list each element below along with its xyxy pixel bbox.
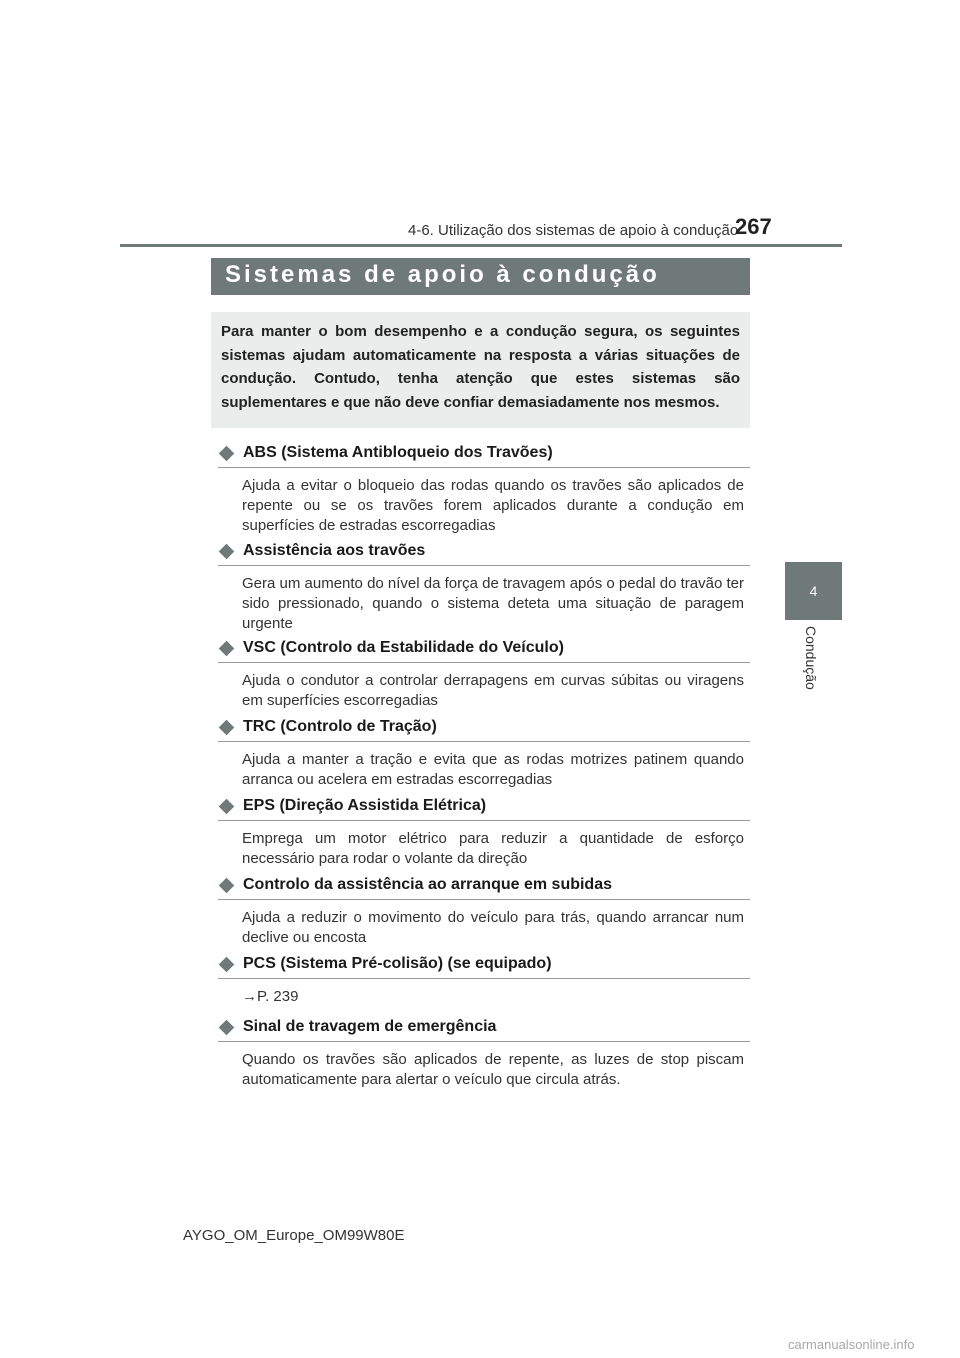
section-eps bbox=[218, 795, 750, 869]
section-body-page-reference: →P. 239 bbox=[242, 988, 299, 1005]
intro-text: Para manter o bom desempenho e a condução segura, os seguintes sistemas ajudam automaticamente na resposta a várias situações de condução. Contudo, tenha atenção que estes sistemas são suplementares e que não deve confiar demasiadamente nos mesmos. bbox=[221, 323, 740, 411]
page-title: Sistemas de apoio à condução bbox=[225, 261, 660, 288]
section-heading bbox=[218, 540, 750, 562]
section-heading bbox=[218, 442, 750, 464]
section-body: Ajuda a reduzir o movimento do veículo para trás, quando arrancar num declive ou encosta bbox=[242, 909, 744, 946]
section-pcs bbox=[218, 953, 750, 1007]
section-body: Gera um aumento do nível da força de travagem após o pedal do travão ter sido pressionado, quando o sistema deteta uma situação de paragem urgente bbox=[242, 575, 744, 632]
diamond-bullet-icon bbox=[219, 798, 235, 814]
section-vsc bbox=[218, 637, 750, 711]
diamond-bullet-icon bbox=[219, 956, 235, 972]
section-heading-text: Sinal de travagem de emergência bbox=[243, 1018, 497, 1035]
chapter-tab bbox=[785, 562, 842, 620]
section-heading-text: EPS (Direção Assistida Elétrica) bbox=[243, 797, 487, 814]
watermark: carmanualsonline.info bbox=[788, 1337, 915, 1352]
section-heading-text: VSC (Controlo da Estabilidade do Veículo) bbox=[243, 639, 564, 656]
section-heading bbox=[218, 637, 750, 659]
section-heading bbox=[218, 795, 750, 817]
diamond-bullet-icon bbox=[219, 445, 235, 461]
section-heading-text: Controlo da assistência ao arranque em subidas bbox=[243, 876, 612, 893]
chapter-label: Condução bbox=[803, 626, 819, 690]
title-bar bbox=[211, 258, 750, 295]
diamond-bullet-icon bbox=[219, 640, 235, 656]
section-body: Ajuda a manter a tração e evita que as rodas motrizes patinem quando arranca ou acelera em estradas escorregadias bbox=[242, 751, 744, 788]
section-body: Emprega um motor elétrico para reduzir a quantidade de esforço necessário para rodar o volante da direção bbox=[242, 830, 744, 867]
section-rule bbox=[218, 467, 750, 468]
header-section-title: 4-6. Utilização dos sistemas de apoio à condução bbox=[408, 222, 739, 239]
section-trc bbox=[218, 716, 750, 790]
section-rule bbox=[218, 1041, 750, 1042]
section-heading bbox=[218, 953, 750, 975]
diamond-bullet-icon bbox=[219, 877, 235, 893]
section-brake-assist bbox=[218, 540, 750, 634]
section-heading bbox=[218, 716, 750, 738]
section-abs bbox=[218, 442, 750, 536]
section-heading-text: PCS (Sistema Pré-colisão) (se equipado) bbox=[243, 955, 552, 972]
page-number: 267 bbox=[735, 214, 772, 239]
section-rule bbox=[218, 820, 750, 821]
header-rule bbox=[120, 244, 842, 247]
diamond-bullet-icon bbox=[219, 719, 235, 735]
footer-document-code: AYGO_OM_Europe_OM99W80E bbox=[183, 1227, 405, 1244]
diamond-bullet-icon bbox=[219, 1019, 235, 1035]
diamond-bullet-icon bbox=[219, 543, 235, 559]
section-body: Quando os travões são aplicados de repente, as luzes de stop piscam automaticamente para alertar o veículo que circula atrás. bbox=[242, 1051, 744, 1088]
intro-box bbox=[211, 312, 750, 428]
section-rule bbox=[218, 899, 750, 900]
section-rule bbox=[218, 565, 750, 566]
section-rule bbox=[218, 978, 750, 979]
chapter-number: 4 bbox=[809, 583, 818, 599]
section-heading bbox=[218, 874, 750, 896]
section-heading-text: ABS (Sistema Antibloqueio dos Travões) bbox=[243, 444, 553, 461]
section-body: Ajuda a evitar o bloqueio das rodas quando os travões são aplicados de repente ou se os travões forem aplicados durante a condução em superfícies de estradas escorregadias bbox=[242, 477, 744, 534]
section-body: Ajuda o condutor a controlar derrapagens em curvas súbitas ou viragens em superfícies escorregadias bbox=[242, 672, 744, 709]
section-rule bbox=[218, 662, 750, 663]
section-hill-start bbox=[218, 874, 750, 948]
section-rule bbox=[218, 741, 750, 742]
section-heading bbox=[218, 1016, 750, 1038]
section-heading-text: Assistência aos travões bbox=[243, 542, 426, 559]
section-heading-text: TRC (Controlo de Tração) bbox=[243, 718, 437, 735]
section-emergency-brake-signal bbox=[218, 1016, 750, 1090]
